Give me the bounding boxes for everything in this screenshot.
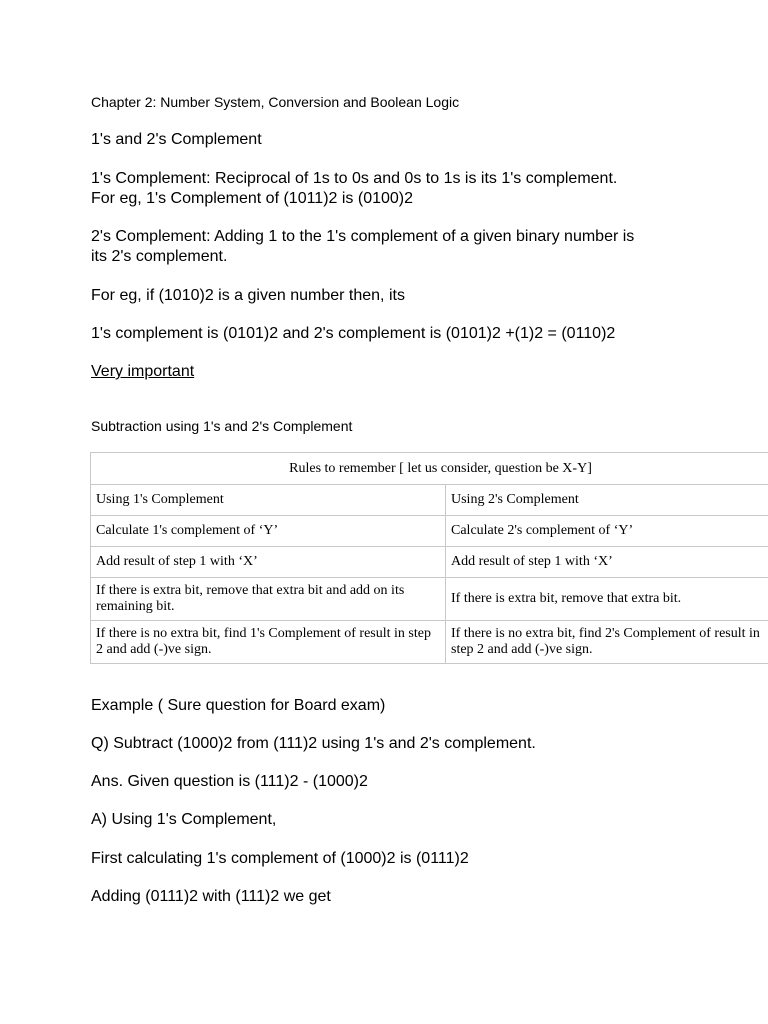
table-cell-right: If there is no extra bit, find 2's Complement of result in step 2 and add (-)ve sign. <box>446 621 768 664</box>
example-intro: For eg, if (1010)2 is a given number then, its <box>91 287 405 304</box>
twos-complement-definition-line2: its 2's complement. <box>91 248 228 265</box>
rules-table-heading: Rules to remember [ let us consider, question be X-Y] <box>91 453 768 485</box>
twos-complement-definition-line1: 2's Complement: Adding 1 to the 1's complement of a given binary number is <box>91 228 635 245</box>
table-cell-left: Add result of step 1 with ‘X’ <box>91 547 446 578</box>
table-row <box>91 578 768 621</box>
table-row <box>91 621 768 664</box>
example-question: Q) Subtract (1000)2 from (111)2 using 1's and 2's complement. <box>91 735 536 752</box>
table-cell-right: Using 2's Complement <box>446 485 768 516</box>
very-important-note: Very important <box>91 363 195 380</box>
section-title: 1's and 2's Complement <box>91 131 262 148</box>
method-heading: A) Using 1's Complement, <box>91 811 277 828</box>
example-answer: Ans. Given question is (111)2 - (1000)2 <box>91 773 368 790</box>
table-cell-right: If there is extra bit, remove that extra bit. <box>446 578 768 621</box>
subtraction-title: Subtraction using 1's and 2's Complement <box>91 418 353 434</box>
table-row <box>91 516 768 547</box>
example-title: Example ( Sure question for Board exam) <box>91 697 386 714</box>
table-cell-left: Using 1's Complement <box>91 485 446 516</box>
rules-table <box>90 452 768 664</box>
table-cell-left: If there is no extra bit, find 1's Complement of result in step 2 and add (-)ve sign. <box>91 621 446 664</box>
method-step-2: Adding (0111)2 with (111)2 we get <box>91 888 331 905</box>
rules-table-heading-row <box>91 453 768 485</box>
method-step-1: First calculating 1's complement of (1000)2 is (0111)2 <box>91 850 469 867</box>
table-cell-left: If there is extra bit, remove that extra bit and add on its remaining bit. <box>91 578 446 621</box>
table-cell-left: Calculate 1's complement of ‘Y’ <box>91 516 446 547</box>
table-row <box>91 485 768 516</box>
chapter-heading: Chapter 2: Number System, Conversion and Boolean Logic <box>91 94 460 110</box>
table-cell-right: Calculate 2's complement of ‘Y’ <box>446 516 768 547</box>
ones-complement-definition: 1's Complement: Reciprocal of 1s to 0s and 0s to 1s is its 1's complement. <box>91 170 618 187</box>
table-cell-right: Add result of step 1 with ‘X’ <box>446 547 768 578</box>
example-result: 1's complement is (0101)2 and 2's complement is (0101)2 +(1)2 = (0110)2 <box>91 325 616 342</box>
table-row <box>91 547 768 578</box>
ones-complement-example: For eg, 1's Complement of (1011)2 is (0100)2 <box>91 190 414 207</box>
